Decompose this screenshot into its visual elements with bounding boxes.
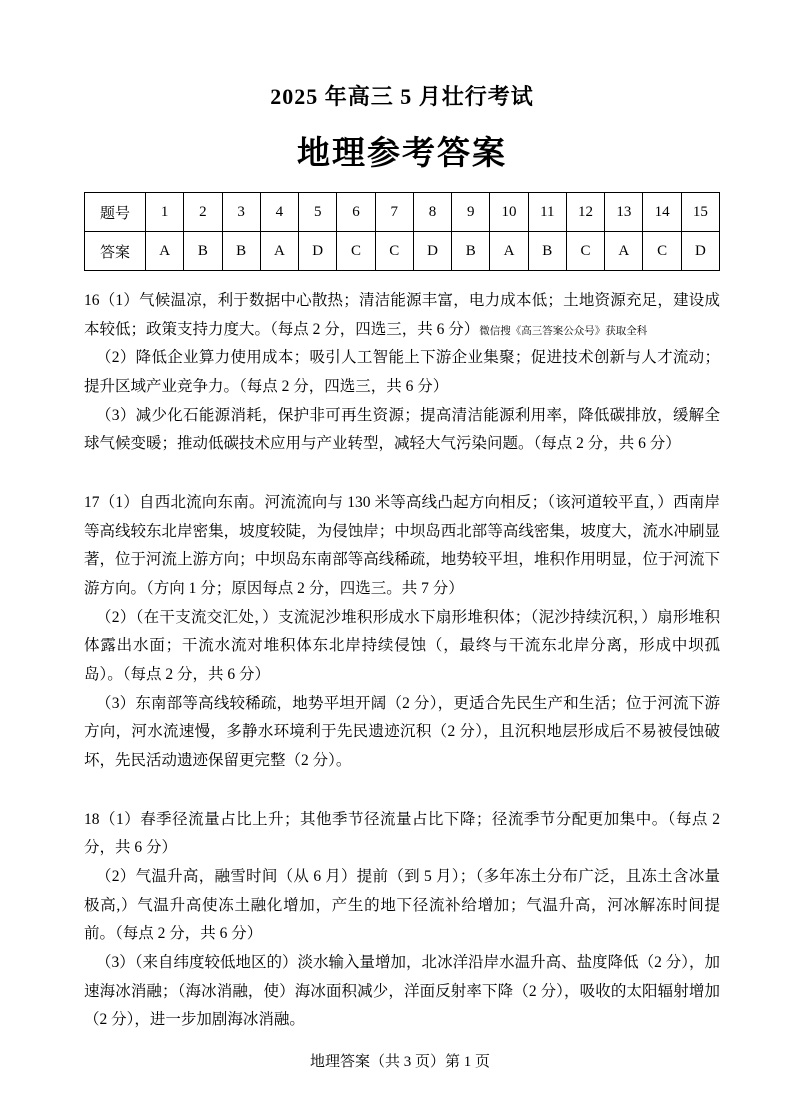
row-label-question-number: 题号	[85, 193, 146, 232]
question-number-cell: 11	[528, 193, 566, 232]
question-number-cell: 9	[452, 193, 490, 232]
answer-cell: B	[184, 232, 222, 271]
answer-18-part-2: （2）气温升高，融雪时间（从 6 月）提前（到 5 月）；（多年冻土分布广泛，且冻土含冰量极高,）气温升高使冻土融化增加，产生的地下径流补给增加；气温升高，河冰解冻时间提前。（每点 2 分，共 6 分）	[84, 868, 720, 943]
answer-cell: A	[490, 232, 528, 271]
answer-cell: B	[222, 232, 260, 271]
answer-cell: C	[375, 232, 413, 271]
answer-18-part-3: （3）（来自纬度较低地区的）淡水输入量增加，北冰洋沿岸水温升高、盐度降低（2 分），加速海冰消融；（海冰消融，使）海冰面积减少，洋面反射率下降（2 分），吸收的太阳辐射增加（2 分），进一步加剧海冰消融。	[84, 954, 720, 1029]
question-number-row	[85, 193, 720, 232]
answer-cell: D	[413, 232, 451, 271]
page-title: 2025 年高三 5 月壮行考试	[270, 84, 534, 109]
question-number-cell: 3	[222, 193, 260, 232]
answer-cell: A	[605, 232, 643, 271]
question-number-cell: 7	[375, 193, 413, 232]
question-number-cell: 8	[413, 193, 451, 232]
question-17-answers	[84, 489, 720, 776]
watermark-text: 微信搜《高三答案公众号》获取全科	[479, 325, 648, 337]
answer-16-part-1	[84, 287, 720, 344]
question-number-cell: 4	[260, 193, 298, 232]
answer-17-part-3: （3）东南部等高线较稀疏，地势平坦开阔（2 分），更适合先民生产和生活；位于河流下游方向，河水流速慢，多静水环境利于先民遗迹沉积（2 分），且沉积地层形成后不易被侵蚀破坏，先民活动遗迹保留更完整（2 分）。	[84, 694, 720, 770]
row-label-answer: 答案	[85, 232, 146, 271]
answer-cell: D	[299, 232, 337, 271]
page-subtitle: 地理参考答案	[297, 136, 507, 172]
answer-16-part-3: （3）减少化石能源消耗，保护非可再生资源；提高清洁能源利用率，降低碳排放，缓解全球气候变暖；推动低碳技术应用与产业转型，减轻大气污染问题。（每点 2 分，共 6 分）	[84, 406, 720, 453]
question-16-answers	[84, 287, 720, 459]
question-number-cell: 1	[146, 193, 184, 232]
question-number-cell: 14	[643, 193, 681, 232]
answer-table	[84, 192, 720, 271]
question-18-answers	[84, 806, 720, 1035]
question-number-cell: 12	[566, 193, 604, 232]
question-number-cell: 5	[299, 193, 337, 232]
answer-cell: B	[452, 232, 490, 271]
answer-cell: A	[260, 232, 298, 271]
answer-16-part-1-text: 16（1）气候温凉，利于数据中心散热；清洁能源丰富，电力成本低；土地资源充足，建设成本较低；政策支持力度大。（每点 2 分，四选三，共 6 分）	[84, 292, 720, 338]
answer-cell: C	[337, 232, 375, 271]
question-number-cell: 6	[337, 193, 375, 232]
question-number-cell: 15	[681, 193, 719, 232]
answer-17-part-2: （2）（在干支流交汇处，）支流泥沙堆积形成水下扇形堆积体；（泥沙持续沉积，）扇形堆积体露出水面；干流水流对堆积体东北岸持续侵蚀（，最终与干流东北岸分离，形成中坝孤岛）。（每点 2 分，共 6 分）	[84, 608, 720, 684]
answer-cell: D	[681, 232, 719, 271]
answer-18-part-1: 18（1）春季径流量占比上升；其他季节径流量占比下降；径流季节分配更加集中。（每点 2 分，共 6 分）	[84, 810, 720, 857]
answer-16-part-2: （2）降低企业算力使用成本；吸引人工智能上下游企业集聚；促进技术创新与人才流动；提升区域产业竞争力。（每点 2 分，四选三，共 6 分）	[84, 349, 720, 396]
answer-cell: C	[566, 232, 604, 271]
question-number-cell: 10	[490, 193, 528, 232]
answer-cell: C	[643, 232, 681, 271]
answer-cell: B	[528, 232, 566, 271]
page-footer: 地理答案（共 3 页）第 1 页	[309, 1054, 490, 1070]
answer-17-part-1: 17（1）自西北流向东南。河流流向与 130 米等高线凸起方向相反；（该河道较平直，）西南岸等高线较东北岸密集，坡度较陡，为侵蚀岸；中坝岛西北部等高线密集，坡度大，流水冲刷显著，位于河流上游方向；中坝岛东南部等高线稀疏，地势较平坦，堆积作用明显，位于河流下游方向。（方向 1 分；原因每点 2 分，四选三。共 7 分）	[84, 494, 720, 598]
question-number-cell: 13	[605, 193, 643, 232]
question-number-cell: 2	[184, 193, 222, 232]
answer-cell: A	[146, 232, 184, 271]
answer-row	[85, 232, 720, 271]
